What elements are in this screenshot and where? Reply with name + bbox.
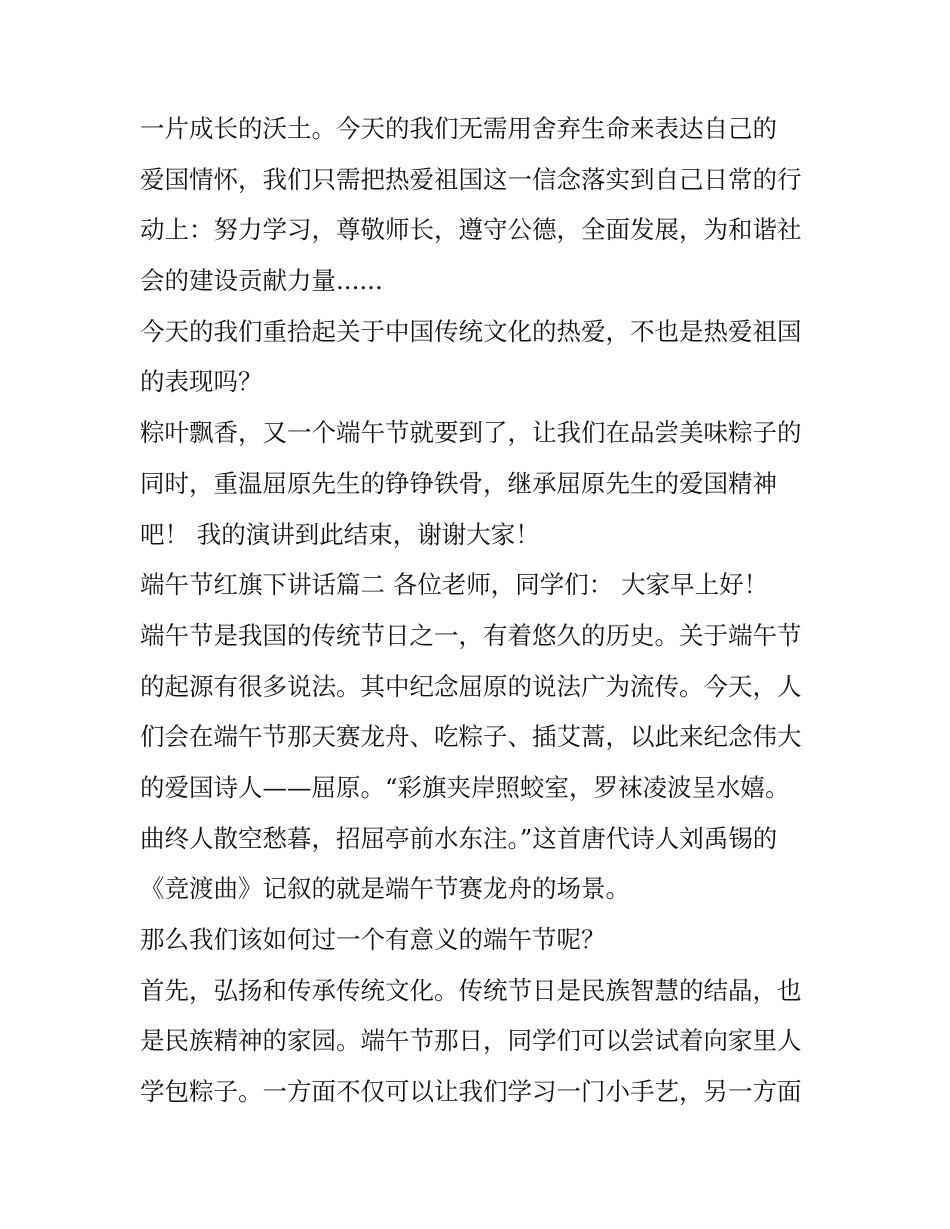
text-line: 的起源有很多说法。其中纪念屈原的说法广为流传。今天，人 (140, 671, 802, 701)
text-line: 首先，弘扬和传承传统文化。传统节日是民族智慧的结晶，也 (140, 975, 802, 1005)
text-line: 学包粽子。一方面不仅可以让我们学习一门小手艺，另一方面 (140, 1077, 802, 1107)
text-line: 曲终人散空愁暮，招屈亭前水东注。”这首唐代诗人刘禹锡的 (140, 823, 778, 853)
text-line: 端午节红旗下讲话篇二 各位老师，同学们： 大家早上好！ (140, 570, 769, 600)
document-body (140, 104, 820, 1118)
text-line: 一片成长的沃土。今天的我们无需用舍弃生命来表达自己的 (140, 114, 777, 143)
text-line: 的爱国诗人——屈原。“彩旗夹岸照蛟室，罗袜凌波呈水嬉。 (140, 772, 790, 802)
text-line: 动上：努力学习，尊敬师长，遵守公德，全面发展，为和谐社 (140, 215, 802, 245)
text-line: 同时，重温屈原先生的铮铮铁骨，继承屈原先生的爱国精神 (140, 468, 777, 498)
text-line: 会的建设贡献力量...... (140, 266, 383, 296)
text-line: 们会在端午节那天赛龙舟、吃粽子、插艾蒿，以此来纪念伟大 (140, 722, 802, 752)
text-line: 《竞渡曲》记叙的就是端午节赛龙舟的场景。 (140, 874, 630, 904)
text-line: 的表现吗？ (140, 367, 263, 397)
text-line: 粽叶飘香，又一个端午节就要到了，让我们在品尝美味粽子的 (140, 418, 802, 448)
text-line: 爱国情怀，我们只需把热爱祖国这一信念落实到自己日常的行 (140, 164, 802, 194)
text-line: 吧！ 我的演讲到此结束，谢谢大家！ (140, 519, 540, 549)
text-line: 是民族精神的家园。端午节那日，同学们可以尝试着向家里人 (140, 1026, 802, 1056)
text-line: 端午节是我国的传统节日之一，有着悠久的历史。关于端午节 (140, 620, 802, 650)
text-line: 今天的我们重拾起关于中国传统文化的热爱，不也是热爱祖国 (140, 316, 802, 346)
text-line: 那么我们该如何过一个有意义的端午节呢？ (140, 925, 606, 954)
